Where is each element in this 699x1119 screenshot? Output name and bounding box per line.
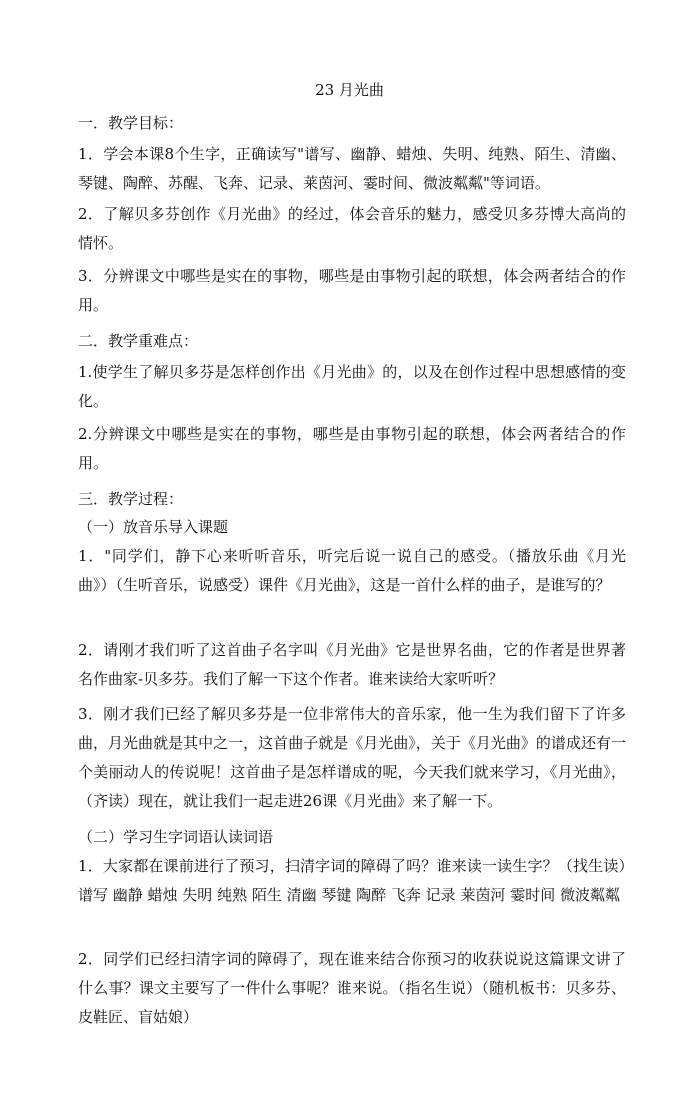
paragraph: 3．刚才我们已经了解贝多芬是一位非常伟大的音乐家，他一生为我们留下了许多曲，月光曲就是其中之一，这首曲子就是《月光曲》，关于《月光曲》的谱成还有一个美丽动人的传说呢！这首曲子是怎样谱成的呢，今天我们就来学习，《月光曲》，（齐读）现在，就让我们一起走进26课《月光曲》来了解一下。 — [78, 705, 626, 810]
paragraph: 2.分辨课文中哪些是实在的事物，哪些是由事物引起的联想，体会两者结合的作用。 — [78, 425, 626, 472]
subsection-heading: （二）学习生字词语认读词语 — [78, 828, 274, 846]
paragraph: 1．"同学们，静下心来听听音乐，听完后说一说自己的感受。（播放乐曲《月光曲》）（生听音乐，说感受）课件《月光曲》，这是一首什么样的曲子，是谁写的？ — [78, 547, 626, 594]
subsection-heading: （一）放音乐导入课题 — [78, 518, 229, 536]
section-heading-objectives: 一．教学目标： — [78, 114, 184, 132]
paragraph: 2．了解贝多芬创作《月光曲》的经过，体会音乐的魅力，感受贝多芬博大高尚的情怀。 — [78, 205, 626, 252]
paragraph: 1.使学生了解贝多芬是怎样创作出《月光曲》的，以及在创作过程中思想感情的变化。 — [78, 363, 626, 410]
paragraph: 2．请刚才我们听了这首曲子名字叫《月光曲》它是世界名曲，它的作者是世界著名作曲家-贝多芬。我们了解一下这个作者。谁来读给大家听听？ — [78, 641, 626, 688]
paragraph: 1．大家都在课前进行了预习，扫清字词的障碍了吗？谁来读一读生字？（找生读）谱写 幽静 蜡烛 失明 纯熟 陌生 清幽 琴键 陶醉 飞奔 记录 莱茵河 霎时间 微波粼粼 — [78, 857, 626, 904]
paragraph: 3．分辨课文中哪些是实在的事物，哪些是由事物引起的联想，体会两者结合的作用。 — [78, 267, 626, 314]
section-heading-key-points: 二．教学重难点： — [78, 332, 199, 350]
paragraph: 1．学会本课8个生字，正确读写"谱写、幽静、蜡烛、失明、纯熟、陌生、清幽、琴键、陶醉、苏醒、飞奔、记录、莱茵河、霎时间、微波粼粼"等词语。 — [78, 145, 626, 192]
page-title: 23 月光曲 — [315, 81, 384, 99]
section-heading-process: 三．教学过程： — [78, 490, 184, 508]
paragraph: 2．同学们已经扫清字词的障碍了，现在谁来结合你预习的收获说说这篇课文讲了什么事？课文主要写了一件什么事呢？谁来说。（指名生说）（随机板书：贝多芬、皮鞋匠、盲姑娘） — [78, 950, 626, 1026]
